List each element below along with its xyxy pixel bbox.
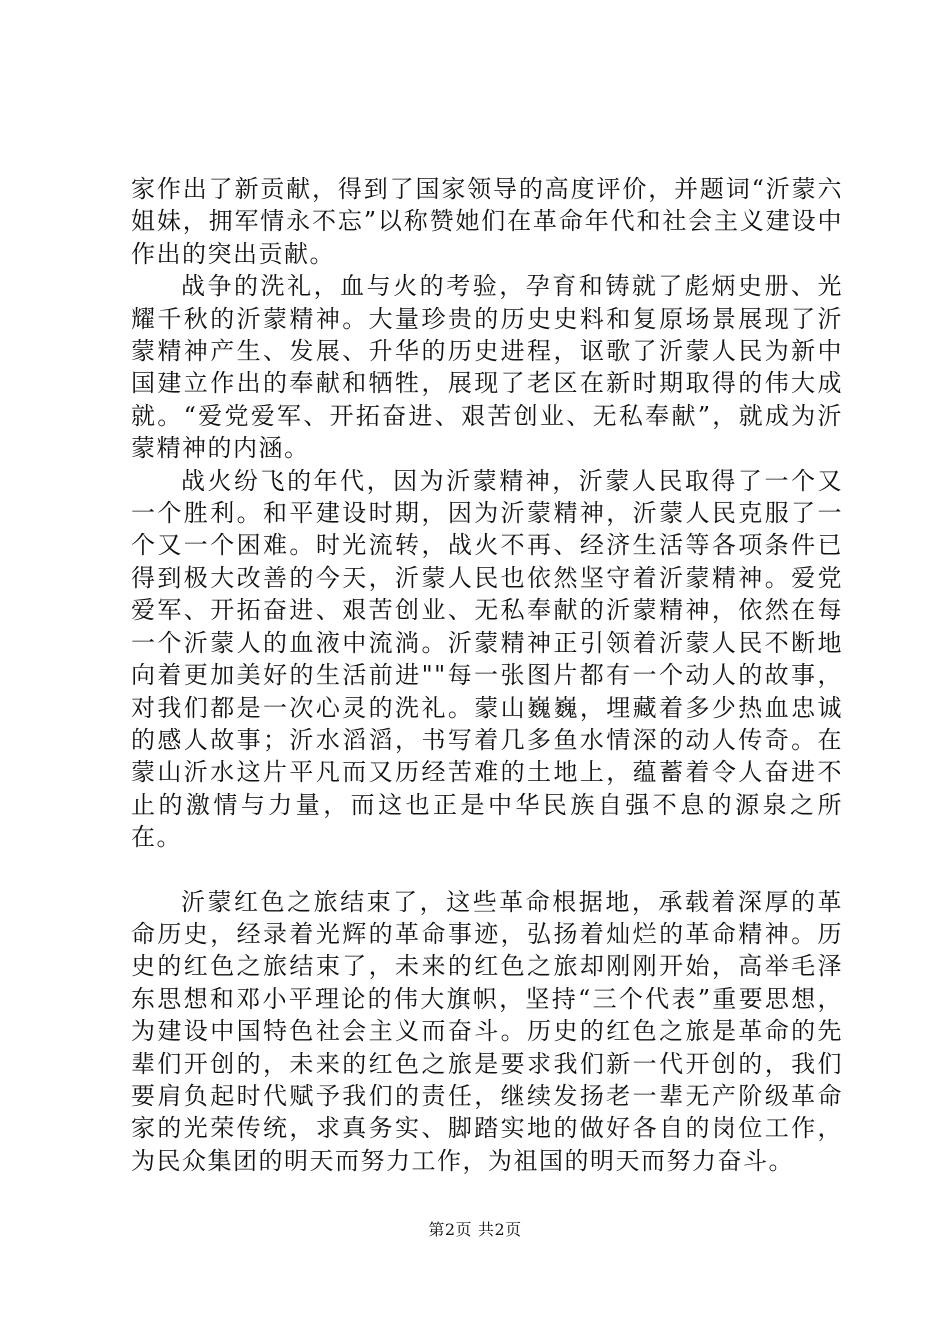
paragraph-yimeng-spirit-legacy: 战火纷飞的年代，因为沂蒙精神，沂蒙人民取得了一个又一个胜利。和平建设时期，因为沂蒙精神，沂蒙人民克服了一个又一个困难。时光流转，战火不再、经济生活等各项条件已得到极大改善的今天，沂蒙人民也依然坚守着沂蒙精神。爱党爱军、开拓奋进、艰苦创业、无私奉献的沂蒙精神，依然在每一个沂蒙人的血液中流淌。沂蒙精神正引领着沂蒙人民不断地向着更加美好的生活前进""每一张图片都有一个动人的故事，对我们都是一次心灵的洗礼。蒙山巍巍，埋藏着多少热血忠诚的感人故事；沂水滔滔，书写着几多鱼水情深的动人传奇。在蒙山沂水这片平凡而又历经苦难的土地上，蕴蓄着令人奋进不止的激情与力量，而这也正是中华民族自强不息的源泉之所在。 [131, 466, 843, 852]
paragraph-red-tour-conclusion: 沂蒙红色之旅结束了，这些革命根据地，承载着深厚的革命历史，经录着光辉的革命事迹，弘扬着灿烂的革命精神。历史的红色之旅结束了，未来的红色之旅却刚刚开始，高举毛泽东思想和邓小平理论的伟大旗帜，坚持“三个代表”重要思想，为建设中国特色社会主义而奋斗。历史的红色之旅是革命的先辈们开创的，未来的红色之旅是要求我们新一代开创的，我们要肩负起时代赋予我们的责任，继续发扬老一辈无产阶级革命家的光荣传统，求真务实、脚踏实地的做好各自的岗位工作，为民众集团的明天而努力工作，为祖国的明天而努力奋斗。 [131, 887, 843, 1175]
paragraph-continuation: 家作出了新贡献，得到了国家领导的高度评价，并题词“沂蒙六姐妹，拥军情永不忘”以称赞她们在革命年代和社会主义建设中作出的突出贡献。 [131, 175, 843, 268]
page-footer [0, 1217, 950, 1240]
page-number: 第2页 [428, 1220, 472, 1239]
document-body [131, 173, 843, 1177]
page-total: 共2页 [478, 1220, 522, 1239]
paragraph-yimeng-spirit-origin: 战争的洗礼，血与火的考验，孕育和铸就了彪炳史册、光耀千秋的沂蒙精神。大量珍贵的历史史料和复原场景展现了沂蒙精神产生、发展、升华的历史进程，讴歌了沂蒙人民为新中国建立作出的奉献和牺牲，展现了老区在新时期取得的伟大成就。“爱党爱军、开拓奋进、艰苦创业、无私奉献”，就成为沂蒙精神的内涵。 [131, 272, 843, 463]
